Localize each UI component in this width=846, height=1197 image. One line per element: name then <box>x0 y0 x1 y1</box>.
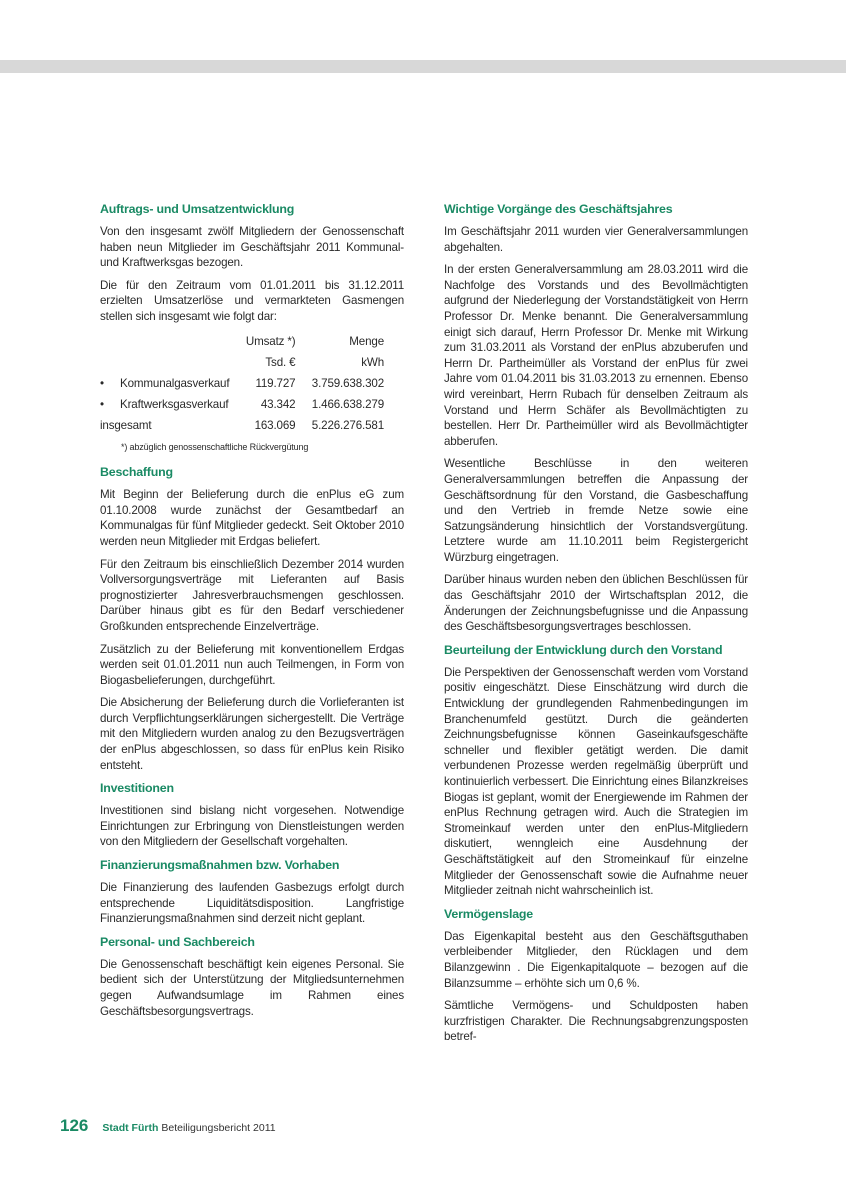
paragraph: Die Genossenschaft beschäftigt kein eigenes Personal. Sie bedient sich der Unterstützung der Mitgliedsunternehmen gegen Aufwandsumlage im Rahmen eines Geschäftsbesorgungsvertrags. <box>100 957 404 1018</box>
section-heading: Finanzierungsmaßnahmen bzw. Vorhaben <box>100 858 340 873</box>
right-column <box>444 201 748 1052</box>
left-column <box>100 201 404 1026</box>
table-row <box>100 395 384 416</box>
section-umsatzentwicklung <box>100 201 404 455</box>
section-heading: Beschaffung <box>100 465 173 480</box>
section-beschaffung <box>100 464 404 773</box>
table-header-row <box>100 332 384 353</box>
row-label: Kommunalgasverkauf <box>120 377 230 391</box>
page-footer <box>60 1116 276 1136</box>
paragraph: Mit Beginn der Belieferung durch die enPlus eG zum 01.10.2008 wurde zunächst der Gesamtbedarf an Kommunalgas für fünf Mitglieder gedeckt. Seit Oktober 2010 werden neun Mitglieder mit Erdgas beliefert. <box>100 488 404 548</box>
footer-report-title: Beteiligungsbericht 2011 <box>161 1122 276 1134</box>
paragraph: Die für den Zeitraum vom 01.01.2011 bis 31.12.2011 erzielten Umsatzerlöse und vermarkteten Gasmengen stellen sich insgesamt wie folgt dar: <box>100 278 404 323</box>
header-cell: Menge <box>349 335 384 349</box>
table-total-row <box>100 416 384 437</box>
umsatz-cell: 119.727 <box>255 377 296 391</box>
section-heading: Auftrags- und Umsatzentwicklung <box>100 202 295 216</box>
table-row <box>100 374 384 395</box>
section-vorgaenge <box>444 201 748 635</box>
table-footnote: *) abzüglich genossenschaftliche Rückvergütung <box>121 441 309 452</box>
header-cell <box>100 353 229 374</box>
header-cell: kWh <box>361 356 384 370</box>
paragraph: Die Finanzierung des laufenden Gasbezugs erfolgt durch entsprechende Liquiditätsdisposition. Langfristige Finanzierungsmaßnahmen sind derzeit nicht geplant. <box>100 881 404 926</box>
paragraph: Die Perspektiven der Genossenschaft werden vom Vorstand positiv eingeschätzt. Diese Einschätzung wird durch die Entwicklung der grundlegenden Rahmenbedingungen im Branchenumfeld gestützt. Durch die geänderten Zeichnungsbefugnisse können Gaseinkaufsgeschäfte schneller und flexibler getätigt werden. Die damit verbundenen Prozesse werden regelmäßig überprüft und kontinuierlich verbessert. Die Einrichtung eines Bilanzkreises Biogas ist geplant, womit der Energiewende im Rahmen der enPlus Rechnung getragen wird. Auch die Strategien im Stromeinkauf werden unter den enPlus-Mitgliedern diskutiert, wenngleich eine Ausdehnung der Geschäftstätigkeit auf den Stromeinkauf für einzelne Mitglieder der Genossenschaft sowie die Aufnahme neuer Mitglieder zeitnah nicht wahrscheinlich ist. <box>444 665 748 898</box>
header-cell: Umsatz *) <box>245 335 296 349</box>
header-cell: Tsd. € <box>265 356 296 370</box>
footer-city: Stadt Fürth <box>102 1122 159 1134</box>
section-heading: Wichtige Vorgänge des Geschäftsjahres <box>444 202 673 216</box>
section-investitionen <box>100 780 404 850</box>
section-heading: Vermögenslage <box>444 906 533 921</box>
menge-cell: 1.466.638.279 <box>311 398 384 412</box>
page-number: 126 <box>60 1116 89 1135</box>
section-heading: Personal- und Sachbereich <box>100 934 255 949</box>
paragraph: Sämtliche Vermögens- und Schuldposten haben kurzfristigen Charakter. Die Rechnungsabgrenzungsposten betref- <box>444 999 748 1044</box>
paragraph: Wesentliche Beschlüsse in den weiteren Generalversammlungen betreffen die Anpassung der Geschäftsordnung für den Vorstand, die Gasbeschaffung und den Vertrieb in fremde Netze sowie eine Satzungsänderung hinsichtlich der Vorstandsvergütung. Letztere wurde am 11.10.2011 beim Registergericht Würzburg eingetragen. <box>444 457 748 564</box>
section-finanzierung <box>100 857 404 927</box>
menge-cell: 5.226.276.581 <box>311 419 384 433</box>
row-label: insgesamt <box>100 419 152 433</box>
header-cell <box>100 332 229 353</box>
paragraph: Zusätzlich zu der Belieferung mit konventionellem Erdgas werden seit 01.01.2011 nun auch Teilmengen, in Form von Biogasbelieferungen, durchgeführt. <box>100 642 404 687</box>
table-header-row <box>100 353 384 374</box>
umsatz-cell: 163.069 <box>254 419 296 433</box>
section-beurteilung <box>444 642 748 899</box>
paragraph: Die Absicherung der Belieferung durch die Vorlieferanten ist durch Verpflichtungserklärungen sichergestellt. Die Verträge mit den Mitgliedern wurden analog zu den Bezugsverträgen der enPlus abgeschlossen, so dass für enPlus kein Risiko entsteht. <box>100 696 404 772</box>
paragraph: Von den insgesamt zwölf Mitgliedern der Genossenschaft haben neun Mitglieder im Geschäftsjahr 2011 Kommunal- und Kraftwerksgas bezogen. <box>100 225 404 270</box>
paragraph: Darüber hinaus wurden neben den üblichen Beschlüssen für das Geschäftsjahr 2010 der Wirtschaftsplan 2012, die Änderungen der Zeichnungsbefugnisse und die Anpassung des Geschäftsbesorgungsvertrages beschlossen. <box>444 573 748 634</box>
section-personal <box>100 934 404 1019</box>
paragraph: In der ersten Generalversammlung am 28.03.2011 wird die Nachfolge des Vorstands und des Bevollmächtigten aufgrund der Niederlegung der Vorstandstätigkeit von Herrn Professor Dr. Menke benannt. Die Generalversammlung einigt sich darauf, Herrn Professor Dr. Menke mit Wirkung zum 31.03.2011 als Vorstand der enPlus abzuberufen und Herrn Dr. Partheimüller als Vorstand der enPlus für zwei Jahre vom 01.04.2011 bis 31.03.2013 zu ernennen. Ebenso wird vereinbart, Herrn Rubach für denselben Zeitraum als Vorstand und Herrn Schäfer als Bevollmächtigten zu bestellen. Herr Dr. Partheimüller wird als Bevollmächtigter abberufen. <box>444 263 748 448</box>
paragraph: Das Eigenkapital besteht aus den Geschäftsguthaben verbleibender Mitglieder, den Rücklagen und dem Bilanzgewinn . Die Eigenkapitalquote – bezogen auf die Bilanzsumme – erhöhte sich um 0,6 %. <box>444 929 748 990</box>
section-heading: Investitionen <box>100 781 174 796</box>
gas-sales-table <box>100 332 384 437</box>
menge-cell: 3.759.638.302 <box>311 377 384 391</box>
umsatz-cell: 43.342 <box>260 398 296 412</box>
paragraph: Im Geschäftsjahr 2011 wurden vier Generalversammlungen abgehalten. <box>444 225 748 254</box>
section-vermoegenslage <box>444 906 748 1045</box>
paragraph: Für den Zeitraum bis einschließlich Dezember 2014 wurden Vollversorgungsverträge mit Lieferanten auf Basis prognostizierter Jahresverbrauchsmengen geschlossen. Darüber hinaus gibt es für den Bedarf verschiedener Großkunden entsprechende Einzelverträge. <box>100 557 404 633</box>
paragraph: Investitionen sind bislang nicht vorgesehen. Notwendige Einrichtungen zur Erbringung von Dienstleistungen werden von den Mitgliedern der Gesellschaft vorgehalten. <box>100 804 404 849</box>
header-band <box>0 60 846 73</box>
bullet-icon: • <box>100 377 104 391</box>
bullet-icon: • <box>100 398 104 412</box>
section-heading: Beurteilung der Entwicklung durch den Vorstand <box>444 642 723 657</box>
row-label: Kraftwerksgasverkauf <box>120 398 229 412</box>
